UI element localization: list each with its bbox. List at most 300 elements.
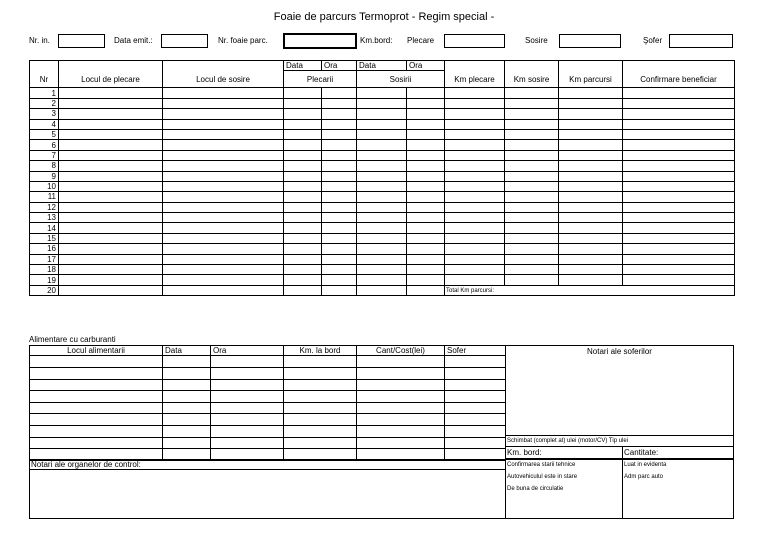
table-cell[interactable] [163, 119, 284, 129]
table-cell[interactable] [357, 425, 445, 437]
divider [505, 435, 734, 436]
table-cell[interactable] [445, 254, 505, 264]
col-km-parcursi-header: Km parcursi [559, 71, 623, 88]
table-cell[interactable] [284, 356, 357, 368]
table-cell[interactable] [163, 425, 211, 437]
table-cell[interactable] [445, 109, 505, 119]
col-nr-header: Nr [30, 71, 59, 88]
table-cell[interactable] [357, 129, 407, 139]
table-cell[interactable] [357, 356, 445, 368]
row-number: 11 [30, 192, 59, 202]
table-cell[interactable] [163, 367, 211, 379]
table-cell[interactable] [623, 202, 735, 212]
table-cell[interactable] [322, 213, 357, 223]
table-cell[interactable] [284, 109, 322, 119]
table-cell[interactable] [30, 402, 163, 414]
table-cell[interactable] [163, 254, 284, 264]
table-cell[interactable] [505, 275, 559, 285]
table-cell[interactable] [163, 161, 284, 171]
table-cell[interactable] [357, 275, 407, 285]
table-cell[interactable] [445, 425, 506, 437]
table-cell[interactable] [357, 402, 445, 414]
table-cell[interactable] [163, 181, 284, 191]
table-row [30, 129, 735, 139]
table-cell[interactable] [407, 233, 445, 243]
table-cell[interactable] [407, 192, 445, 202]
table-cell[interactable] [59, 192, 163, 202]
table-cell[interactable] [284, 379, 357, 391]
table-cell[interactable] [59, 181, 163, 191]
table-cell[interactable] [407, 244, 445, 254]
table-row [30, 202, 735, 212]
table-cell[interactable] [59, 223, 163, 233]
table-cell[interactable] [445, 437, 506, 449]
table-cell[interactable] [30, 379, 163, 391]
table-cell[interactable] [559, 161, 623, 171]
table-cell[interactable] [59, 275, 163, 285]
table-cell[interactable] [445, 181, 505, 191]
table-cell[interactable] [445, 265, 505, 275]
table-cell[interactable] [163, 129, 284, 139]
table-row [30, 213, 735, 223]
table-cell[interactable] [505, 254, 559, 264]
table-row [30, 275, 735, 285]
km-sosire-field[interactable] [559, 34, 621, 48]
table-cell[interactable] [30, 391, 163, 403]
table-cell[interactable] [445, 414, 506, 426]
table-cell[interactable] [445, 356, 506, 368]
table-cell[interactable] [322, 140, 357, 150]
table-cell[interactable] [623, 171, 735, 181]
table-cell[interactable] [445, 171, 505, 181]
table-row [30, 223, 735, 233]
table-cell[interactable] [284, 192, 322, 202]
table-cell[interactable] [623, 254, 735, 264]
table-cell[interactable] [59, 171, 163, 181]
table-cell[interactable] [559, 192, 623, 202]
table-cell[interactable] [505, 109, 559, 119]
table-cell[interactable] [284, 88, 322, 98]
table-cell[interactable] [357, 379, 445, 391]
table-cell[interactable] [623, 265, 735, 275]
table-cell[interactable] [445, 244, 505, 254]
table-cell[interactable] [407, 88, 445, 98]
table-cell[interactable] [322, 233, 357, 243]
table-row [30, 171, 735, 181]
table-cell[interactable] [357, 414, 445, 426]
table-cell[interactable] [623, 150, 735, 160]
table-cell[interactable] [59, 98, 163, 108]
table-cell[interactable] [407, 150, 445, 160]
table-cell[interactable] [559, 109, 623, 119]
table-cell[interactable] [284, 161, 322, 171]
table-cell[interactable] [357, 265, 407, 275]
table-cell[interactable] [445, 88, 505, 98]
table-cell[interactable] [211, 437, 284, 449]
table-cell[interactable] [284, 437, 357, 449]
table-cell[interactable] [284, 425, 357, 437]
table-cell[interactable] [505, 244, 559, 254]
total-km-label: Total Km parcursi: [445, 285, 735, 295]
table-cell[interactable] [357, 367, 445, 379]
col-plecarii-header: Plecarii [284, 71, 357, 88]
table-cell[interactable] [623, 98, 735, 108]
table-cell[interactable] [357, 88, 407, 98]
table-cell[interactable] [284, 275, 322, 285]
table-cell[interactable] [284, 414, 357, 426]
table-cell[interactable] [59, 202, 163, 212]
col-data-plecare: Data [284, 61, 322, 71]
table-cell[interactable] [559, 223, 623, 233]
table-cell[interactable] [163, 414, 211, 426]
table-cell[interactable] [445, 192, 505, 202]
table-cell[interactable] [357, 254, 407, 264]
table-cell[interactable] [407, 285, 445, 295]
table-cell[interactable] [505, 88, 559, 98]
table-cell[interactable] [163, 402, 211, 414]
table-row [30, 119, 735, 129]
row-number: 10 [30, 181, 59, 191]
table-row [30, 150, 735, 160]
col-ora-plecare: Ora [322, 61, 357, 71]
table-cell[interactable] [357, 391, 445, 403]
table-cell[interactable] [211, 425, 284, 437]
table-cell[interactable] [163, 192, 284, 202]
table-cell[interactable] [163, 150, 284, 160]
table-cell[interactable] [505, 161, 559, 171]
table-cell[interactable] [505, 192, 559, 202]
table-cell[interactable] [357, 109, 407, 119]
table-cell[interactable] [322, 161, 357, 171]
table-cell[interactable] [559, 181, 623, 191]
table-cell[interactable] [211, 356, 284, 368]
table-cell[interactable] [284, 140, 322, 150]
table-cell[interactable] [322, 119, 357, 129]
table-cell[interactable] [30, 437, 163, 449]
divider [505, 446, 734, 447]
table-cell[interactable] [445, 119, 505, 129]
table-cell[interactable] [284, 265, 322, 275]
col-sosirii-header: Sosirii [357, 71, 445, 88]
table-cell[interactable] [357, 171, 407, 181]
row-number: 9 [30, 171, 59, 181]
table-cell[interactable] [322, 181, 357, 191]
table-cell[interactable] [322, 223, 357, 233]
table-cell[interactable] [357, 181, 407, 191]
table-cell[interactable] [163, 98, 284, 108]
table-cell[interactable] [284, 244, 322, 254]
table-cell[interactable] [407, 213, 445, 223]
table-cell[interactable] [284, 202, 322, 212]
table-cell[interactable] [357, 98, 407, 108]
table-cell[interactable] [559, 254, 623, 264]
table-cell[interactable] [559, 202, 623, 212]
table-cell[interactable] [163, 223, 284, 233]
table-cell[interactable] [445, 150, 505, 160]
table-cell[interactable] [505, 265, 559, 275]
table-cell[interactable] [559, 140, 623, 150]
table-cell[interactable] [445, 367, 506, 379]
table-cell[interactable] [407, 171, 445, 181]
table-cell[interactable] [623, 129, 735, 139]
table-cell[interactable] [59, 109, 163, 119]
table-cell[interactable] [623, 223, 735, 233]
row-number: 1 [30, 88, 59, 98]
table-cell[interactable] [445, 275, 505, 285]
table-cell[interactable] [505, 150, 559, 160]
table-cell[interactable] [357, 285, 407, 295]
table-cell[interactable] [163, 437, 211, 449]
table-row [30, 414, 506, 426]
table-cell[interactable] [559, 213, 623, 223]
table-cell[interactable] [163, 213, 284, 223]
table-cell[interactable] [30, 367, 163, 379]
table-cell[interactable] [407, 275, 445, 285]
table-cell[interactable] [284, 213, 322, 223]
table-cell[interactable] [505, 202, 559, 212]
table-cell[interactable] [59, 129, 163, 139]
km-bord-ulei-label: Km. bord: [507, 448, 542, 457]
table-row [30, 233, 735, 243]
table-cell[interactable] [623, 275, 735, 285]
table-cell[interactable] [163, 379, 211, 391]
table-cell[interactable] [623, 109, 735, 119]
table-cell[interactable] [623, 161, 735, 171]
table-cell[interactable] [559, 233, 623, 243]
table-cell[interactable] [559, 244, 623, 254]
col-confirmare-header: Confirmare beneficiar [623, 71, 735, 88]
table-cell[interactable] [407, 265, 445, 275]
km-plecare-field[interactable] [444, 34, 505, 48]
table-cell[interactable] [445, 202, 505, 212]
table-cell[interactable] [407, 140, 445, 150]
table-cell[interactable] [322, 275, 357, 285]
table-cell[interactable] [163, 88, 284, 98]
schimbat-ulei-label: Schimbat (complet at) ulei (motor/CV) Tip ulei [507, 438, 629, 444]
table-cell[interactable] [211, 391, 284, 403]
table-cell[interactable] [623, 233, 735, 243]
table-cell[interactable] [505, 129, 559, 139]
table-cell[interactable] [357, 161, 407, 171]
table-cell[interactable] [559, 88, 623, 98]
table-cell[interactable] [445, 129, 505, 139]
table-cell[interactable] [505, 181, 559, 191]
table-cell[interactable] [284, 285, 322, 295]
col-fuel-sofer: Sofer [445, 346, 506, 356]
table-cell[interactable] [623, 213, 735, 223]
table-cell[interactable] [357, 119, 407, 129]
table-cell[interactable] [163, 202, 284, 212]
table-cell[interactable] [407, 161, 445, 171]
row-number: 20 [30, 285, 59, 295]
table-cell[interactable] [322, 202, 357, 212]
table-cell[interactable] [505, 171, 559, 181]
table-cell[interactable] [284, 129, 322, 139]
table-cell[interactable] [30, 425, 163, 437]
table-row [30, 192, 735, 202]
page-title: Foaie de parcurs Termoprot - Regim special - [273, 11, 495, 23]
table-cell[interactable] [357, 244, 407, 254]
table-cell[interactable] [30, 414, 163, 426]
table-cell[interactable] [407, 98, 445, 108]
table-cell[interactable] [445, 213, 505, 223]
row-number: 2 [30, 98, 59, 108]
table-cell[interactable] [559, 275, 623, 285]
table-cell[interactable] [322, 244, 357, 254]
row-number: 7 [30, 150, 59, 160]
table-cell[interactable] [284, 181, 322, 191]
table-cell[interactable] [357, 233, 407, 243]
table-cell[interactable] [505, 140, 559, 150]
table-cell[interactable] [322, 254, 357, 264]
sosire-label: Sosire [525, 36, 548, 45]
table-cell[interactable] [407, 109, 445, 119]
table-cell[interactable] [284, 119, 322, 129]
table-cell[interactable] [163, 265, 284, 275]
table-cell[interactable] [407, 223, 445, 233]
table-row [30, 244, 735, 254]
table-cell[interactable] [163, 233, 284, 243]
table-cell[interactable] [445, 402, 506, 414]
table-cell[interactable] [59, 213, 163, 223]
col-ora-sosire: Ora [407, 61, 445, 71]
table-cell[interactable] [357, 192, 407, 202]
table-cell[interactable] [59, 140, 163, 150]
table-cell[interactable] [559, 171, 623, 181]
plecare-label: Plecare [407, 36, 435, 45]
table-cell[interactable] [59, 244, 163, 254]
table-cell[interactable] [407, 254, 445, 264]
nr-foaie-field[interactable] [283, 33, 357, 49]
table-cell[interactable] [445, 223, 505, 233]
table-cell[interactable] [163, 109, 284, 119]
table-cell[interactable] [505, 98, 559, 108]
table-cell[interactable] [445, 233, 505, 243]
table-row [30, 88, 735, 98]
table-cell[interactable] [357, 223, 407, 233]
table-cell[interactable] [163, 285, 284, 295]
table-row [30, 437, 506, 449]
table-cell[interactable] [445, 98, 505, 108]
table-cell[interactable] [59, 233, 163, 243]
table-cell[interactable] [211, 367, 284, 379]
table-cell[interactable] [445, 140, 505, 150]
table-cell[interactable] [163, 391, 211, 403]
table-cell[interactable] [407, 202, 445, 212]
table-cell[interactable] [284, 150, 322, 160]
table-cell[interactable] [322, 285, 357, 295]
table-row [30, 402, 506, 414]
table-cell[interactable] [211, 414, 284, 426]
table-cell[interactable] [163, 275, 284, 285]
table-cell[interactable] [59, 150, 163, 160]
col-loc-alimentarii: Locul alimentarii [30, 346, 163, 356]
table-cell[interactable] [357, 437, 445, 449]
table-cell[interactable] [623, 88, 735, 98]
table-cell[interactable] [322, 109, 357, 119]
table-cell[interactable] [59, 265, 163, 275]
table-cell[interactable] [284, 223, 322, 233]
row-number: 8 [30, 161, 59, 171]
row-number: 16 [30, 244, 59, 254]
table-cell[interactable] [322, 150, 357, 160]
table-cell[interactable] [322, 98, 357, 108]
table-cell[interactable] [505, 119, 559, 129]
fuel-table [29, 345, 506, 461]
table-cell[interactable] [322, 129, 357, 139]
table-cell[interactable] [163, 171, 284, 181]
table-cell[interactable] [357, 140, 407, 150]
table-cell[interactable] [211, 379, 284, 391]
table-cell[interactable] [284, 254, 322, 264]
table-cell[interactable] [322, 192, 357, 202]
table-cell[interactable] [407, 129, 445, 139]
table-cell[interactable] [163, 140, 284, 150]
table-cell[interactable] [284, 402, 357, 414]
table-cell[interactable] [59, 254, 163, 264]
table-cell[interactable] [559, 150, 623, 160]
table-cell[interactable] [505, 233, 559, 243]
table-cell[interactable] [163, 244, 284, 254]
table-cell[interactable] [445, 161, 505, 171]
table-cell[interactable] [211, 402, 284, 414]
table-cell[interactable] [407, 181, 445, 191]
col-km-la-bord: Km. la bord [284, 346, 357, 356]
nr-in-field[interactable] [58, 34, 105, 48]
table-cell[interactable] [357, 202, 407, 212]
data-emit-field[interactable] [161, 34, 208, 48]
table-cell[interactable] [623, 192, 735, 202]
table-cell[interactable] [623, 119, 735, 129]
table-cell[interactable] [623, 244, 735, 254]
table-cell[interactable] [284, 367, 357, 379]
table-cell[interactable] [445, 379, 506, 391]
row-number: 3 [30, 109, 59, 119]
table-cell[interactable] [322, 88, 357, 98]
table-row [30, 140, 735, 150]
table-cell[interactable] [357, 150, 407, 160]
table-cell[interactable] [284, 233, 322, 243]
table-cell[interactable] [163, 356, 211, 368]
table-cell[interactable] [559, 129, 623, 139]
de-buna-label: De buna de circulatie [507, 486, 564, 492]
table-row [30, 181, 735, 191]
table-cell[interactable] [559, 265, 623, 275]
table-cell[interactable] [30, 356, 163, 368]
table-cell[interactable] [445, 391, 506, 403]
table-cell[interactable] [284, 391, 357, 403]
divider [505, 459, 506, 519]
table-cell[interactable] [284, 171, 322, 181]
table-cell[interactable] [623, 140, 735, 150]
table-cell[interactable] [322, 265, 357, 275]
table-cell[interactable] [623, 181, 735, 191]
table-cell[interactable] [59, 119, 163, 129]
table-cell[interactable] [59, 88, 163, 98]
table-row [30, 254, 735, 264]
table-cell[interactable] [505, 223, 559, 233]
table-cell[interactable] [559, 98, 623, 108]
sofer-field[interactable] [669, 34, 733, 48]
table-cell[interactable] [559, 119, 623, 129]
table-cell[interactable] [407, 119, 445, 129]
table-cell[interactable] [357, 213, 407, 223]
table-cell[interactable] [59, 285, 163, 295]
table-cell[interactable] [284, 98, 322, 108]
table-cell[interactable] [322, 171, 357, 181]
table-cell[interactable] [505, 213, 559, 223]
table-cell[interactable] [59, 161, 163, 171]
